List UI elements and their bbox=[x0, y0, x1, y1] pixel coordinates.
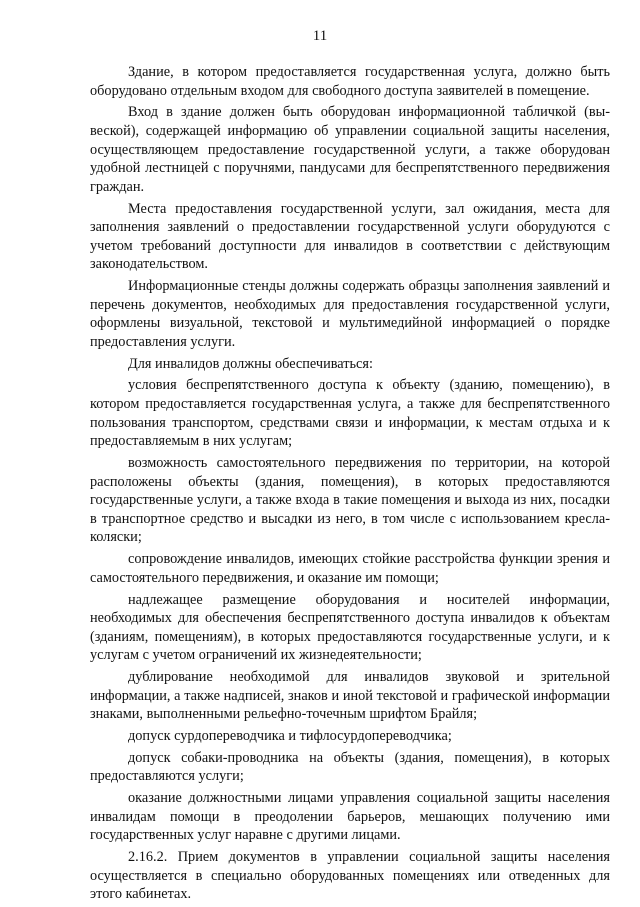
list-item: оказание должностными лицами управления социальной защиты населения инвалидам помощи в преодолении барьеров, мешающих получению ими государственных услуг наравне с другими лицами. bbox=[90, 790, 610, 844]
paragraph: Места предоставления государственной услуги, зал ожидания, места для заполнения заявлений о предоставлении государственной услуги оборудуются с учетом требований доступности для инвалидов в соответствии с действующим законодательством. bbox=[90, 200, 610, 273]
list-item: дублирование необходимой для инвалидов звуковой и зрительной информации, а также надписей, знаков и иной текстовой и графической информации знаками, выполненными рельефно-точечным шрифтом Брайля; bbox=[90, 669, 610, 723]
paragraph: Здание, в котором предоставляется государственная услуга, должно быть оборудовано отдельным входом для свободного доступа заявителей в помещение. bbox=[90, 64, 610, 99]
list-item: возможность самостоятельного передвижения по территории, на которой расположены объекты (здания, помещения), в которых предоставляются государственные услуги, а также входа в такие помещения и выхода из них, посадки в транспортное средство и высадки из него, в том числе с использованием кресла-коляски; bbox=[90, 455, 610, 546]
list-item: допуск собаки-проводника на объекты (здания, помещения), в которых предоставляются услуги; bbox=[90, 749, 610, 785]
document-body bbox=[90, 63, 610, 907]
paragraph: Для инвалидов должны обеспечиваться: bbox=[128, 355, 373, 372]
section-paragraph: 2.16.2. Прием документов в управлении социальной защиты населения осуществляется в специально оборудованных помещениях или отведенных для этого кабинетах. bbox=[90, 849, 610, 903]
paragraph: Вход в здание должен быть оборудован информационной табличкой (вывеской), содержащей информацию об управлении социальной защиты населения, осуществляющем предоставление государственной услуги, а также оборудован удобной лестницей с поручнями, пандусами для беспрепятственного передвижения граждан. bbox=[90, 104, 610, 195]
list-item: допуск сурдопереводчика и тифлосурдопереводчика; bbox=[128, 728, 452, 745]
page-number: 11 bbox=[312, 28, 328, 44]
list-item: сопровождение инвалидов, имеющих стойкие расстройства функции зрения и самостоятельного передвижения, и оказание им помощи; bbox=[90, 551, 610, 586]
list-item: надлежащее размещение оборудования и носителей информации, необходимых для обеспечения беспрепятственного доступа инвалидов к объектам (зданиям, помещениям), в которых предоставляются государственные услуги, и к услугам с учетом ограничений их жизнедеятельности; bbox=[90, 591, 610, 664]
paragraph: Информационные стенды должны содержать образцы заполнения заявлений и перечень документов, необходимых для предоставления государственной услуги, оформлены визуальной, текстовой и мультимедийной информацией о порядке предоставления услуги. bbox=[90, 278, 610, 350]
list-item: условия беспрепятственного доступа к объекту (зданию, помещению), в котором предоставляется государственная услуга, а также для беспрепятственного пользования транспортом, средствами связи и информации, к местам отдыха и к предоставляемым в них услугам; bbox=[90, 377, 610, 450]
